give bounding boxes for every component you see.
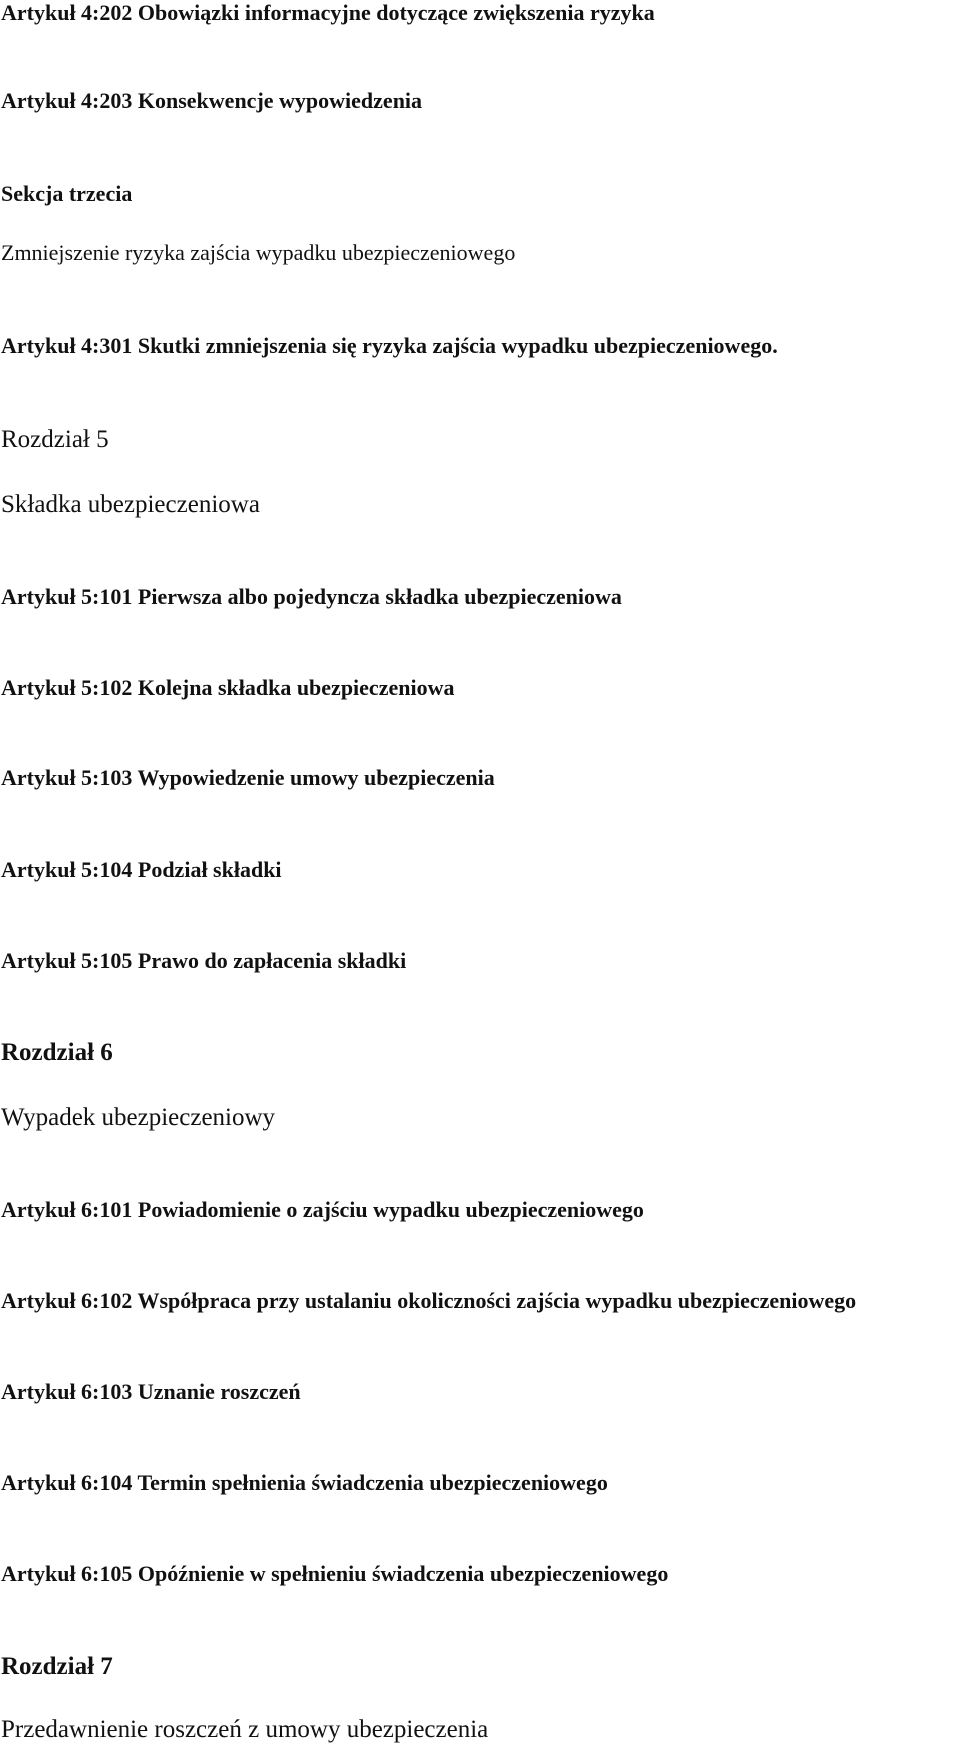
chapter-subtitle: Wypadek ubezpieczeniowy xyxy=(1,1104,276,1131)
section-subtitle: Zmniejszenie ryzyka zajścia wypadku ubezpieczeniowego xyxy=(1,240,516,265)
chapter-subtitle: Przedawnienie roszczeń z umowy ubezpieczenia xyxy=(1,1716,489,1743)
article-heading: Artykuł 5:102 Kolejna składka ubezpieczeniowa xyxy=(1,675,455,700)
chapter-heading: Rozdział 7 xyxy=(1,1653,113,1680)
article-heading: Artykuł 6:103 Uznanie roszczeń xyxy=(1,1379,301,1404)
chapter-heading: Rozdział 5 xyxy=(1,426,109,453)
article-heading: Artykuł 5:105 Prawo do zapłacenia składki xyxy=(1,948,407,973)
article-heading: Artykuł 6:101 Powiadomienie o zajściu wypadku ubezpieczeniowego xyxy=(1,1197,644,1222)
section-heading: Sekcja trzecia xyxy=(1,181,133,206)
article-heading: Artykuł 5:103 Wypowiedzenie umowy ubezpieczenia xyxy=(1,765,495,790)
article-heading: Artykuł 4:202 Obowiązki informacyjne dotyczące zwiększenia ryzyka xyxy=(1,0,655,25)
article-heading: Artykuł 6:105 Opóźnienie w spełnieniu świadczenia ubezpieczeniowego xyxy=(1,1561,669,1586)
article-heading: Artykuł 6:104 Termin spełnienia świadczenia ubezpieczeniowego xyxy=(1,1470,608,1495)
article-heading: Artykuł 4:301 Skutki zmniejszenia się ryzyka zajścia wypadku ubezpieczeniowego. xyxy=(1,333,778,358)
article-heading: Artykuł 4:203 Konsekwencje wypowiedzenia xyxy=(1,88,423,113)
article-heading: Artykuł 5:101 Pierwsza albo pojedyncza składka ubezpieczeniowa xyxy=(1,584,622,609)
chapter-heading: Rozdział 6 xyxy=(1,1039,113,1066)
article-heading: Artykuł 6:102 Współpraca przy ustalaniu okoliczności zajścia wypadku ubezpieczeniowego xyxy=(1,1288,857,1313)
article-heading: Artykuł 5:104 Podział składki xyxy=(1,857,282,882)
chapter-subtitle: Składka ubezpieczeniowa xyxy=(1,491,260,518)
